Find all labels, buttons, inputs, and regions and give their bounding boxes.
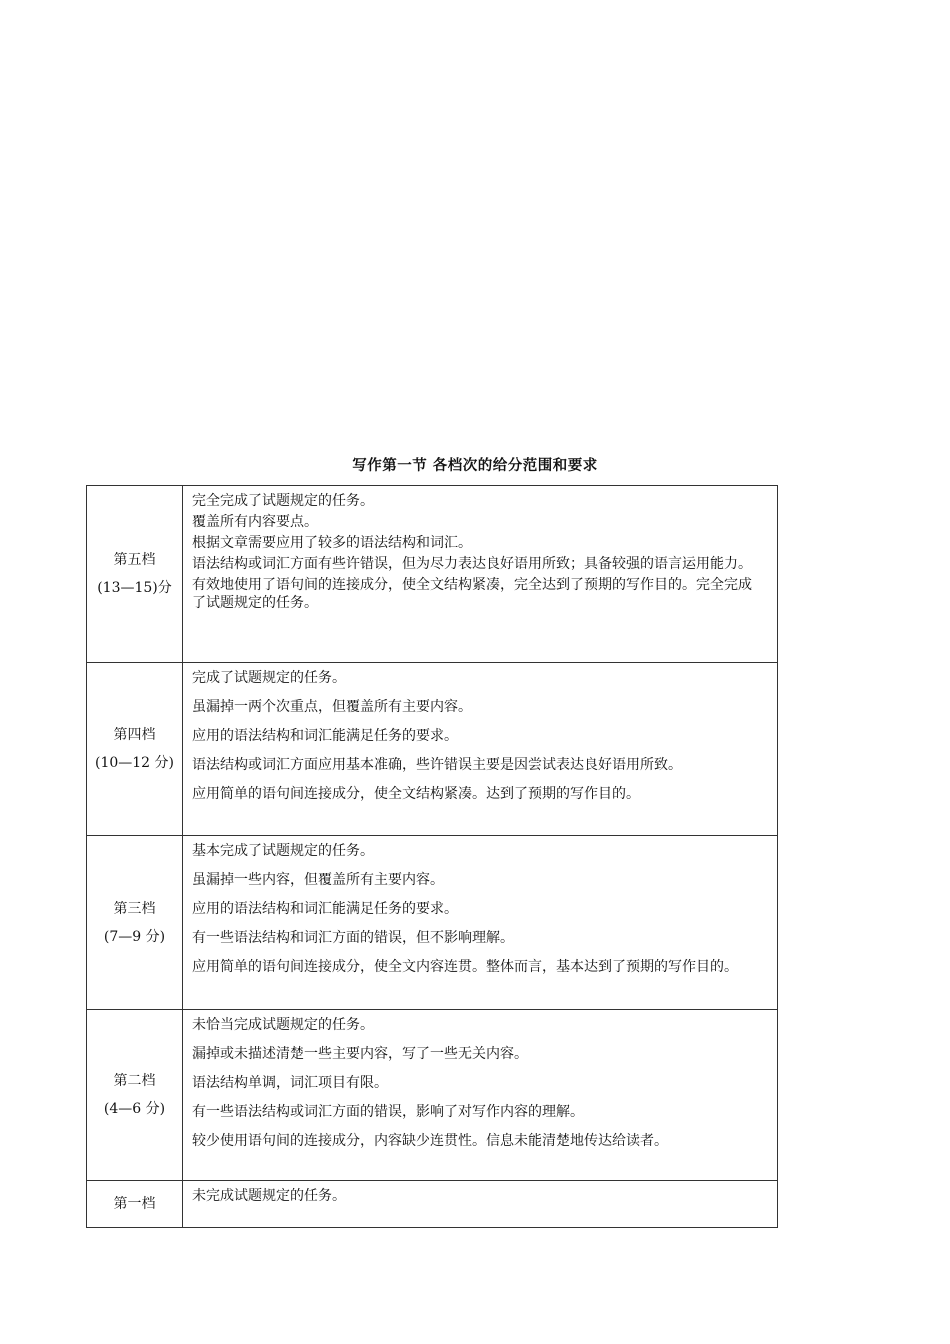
criterion-item: 有效地使用了语句间的连接成分，使全文结构紧凑，完全达到了预期的写作目的。完全完成了试题规定的任务。: [192, 577, 752, 611]
criterion-item: 漏掉或未描述清楚一些主要内容，写了一些无关内容。: [192, 1046, 528, 1062]
criterion-item: 语法结构单调，词汇项目有限。: [192, 1075, 388, 1091]
criterion-item: 虽漏掉一些内容，但覆盖所有主要内容。: [192, 872, 444, 888]
table-row-level-4: [87, 663, 778, 836]
criterion-item: 未完成试题规定的任务。: [192, 1188, 346, 1204]
level-name: 第二档: [113, 1073, 156, 1089]
level-name: 第五档: [113, 552, 156, 568]
criterion-item: 应用简单的语句间连接成分，使全文结构紧凑。达到了预期的写作目的。: [192, 786, 640, 802]
grading-table: [86, 485, 778, 1228]
criteria-cell: [183, 836, 778, 1010]
level-cell: [87, 1181, 183, 1228]
criterion-item: 应用的语法结构和词汇能满足任务的要求。: [192, 728, 458, 744]
level-range: (13—15)分: [97, 580, 172, 596]
criterion-item: 较少使用语句间的连接成分，内容缺少连贯性。信息未能清楚地传达给读者。: [192, 1133, 668, 1149]
criterion-item: 未恰当完成试题规定的任务。: [192, 1017, 374, 1033]
criterion-item: 语法结构或词汇方面应用基本准确，些许错误主要是因尝试表达良好语用所致。: [192, 757, 682, 773]
criterion-item: 基本完成了试题规定的任务。: [192, 843, 374, 859]
level-cell: [87, 663, 183, 836]
level-cell: [87, 1010, 183, 1181]
criterion-item: 完全完成了试题规定的任务。: [192, 493, 374, 509]
level-cell: [87, 836, 183, 1010]
criterion-item: 应用的语法结构和词汇能满足任务的要求。: [192, 901, 458, 917]
criterion-item: 虽漏掉一两个次重点，但覆盖所有主要内容。: [192, 699, 472, 715]
level-cell: [87, 486, 183, 663]
level-range: (4—6 分): [103, 1101, 166, 1117]
table-row-level-3: [87, 836, 778, 1010]
criteria-cell: [183, 1010, 778, 1181]
level-range: (10—12 分): [94, 755, 174, 771]
level-name: 第一档: [113, 1196, 156, 1212]
criterion-item: 有一些语法结构或词汇方面的错误，影响了对写作内容的理解。: [192, 1104, 584, 1120]
page-title: 写作第一节 各档次的给分范围和要求: [352, 458, 598, 474]
criterion-item: 完成了试题规定的任务。: [192, 670, 346, 686]
criterion-item: 有一些语法结构和词汇方面的错误，但不影响理解。: [192, 930, 514, 946]
criteria-cell: [183, 1181, 778, 1228]
criterion-item: 覆盖所有内容要点。: [192, 514, 318, 530]
criterion-item: 根据文章需要应用了较多的语法结构和词汇。: [192, 535, 472, 551]
table-row-level-5: [87, 486, 778, 663]
level-name: 第三档: [113, 900, 156, 917]
level-name: 第四档: [113, 727, 156, 743]
criteria-cell: [183, 663, 778, 836]
table-row-level-1: [87, 1181, 778, 1228]
level-range: (7—9 分): [103, 928, 166, 945]
criterion-item: 语法结构或词汇方面有些许错误，但为尽力表达良好语用所致；具备较强的语言运用能力。: [192, 556, 752, 572]
criterion-item: 应用简单的语句间连接成分，使全文内容连贯。整体而言，基本达到了预期的写作目的。: [192, 959, 738, 975]
criteria-cell: [183, 486, 778, 663]
table-row-level-2: [87, 1010, 778, 1181]
